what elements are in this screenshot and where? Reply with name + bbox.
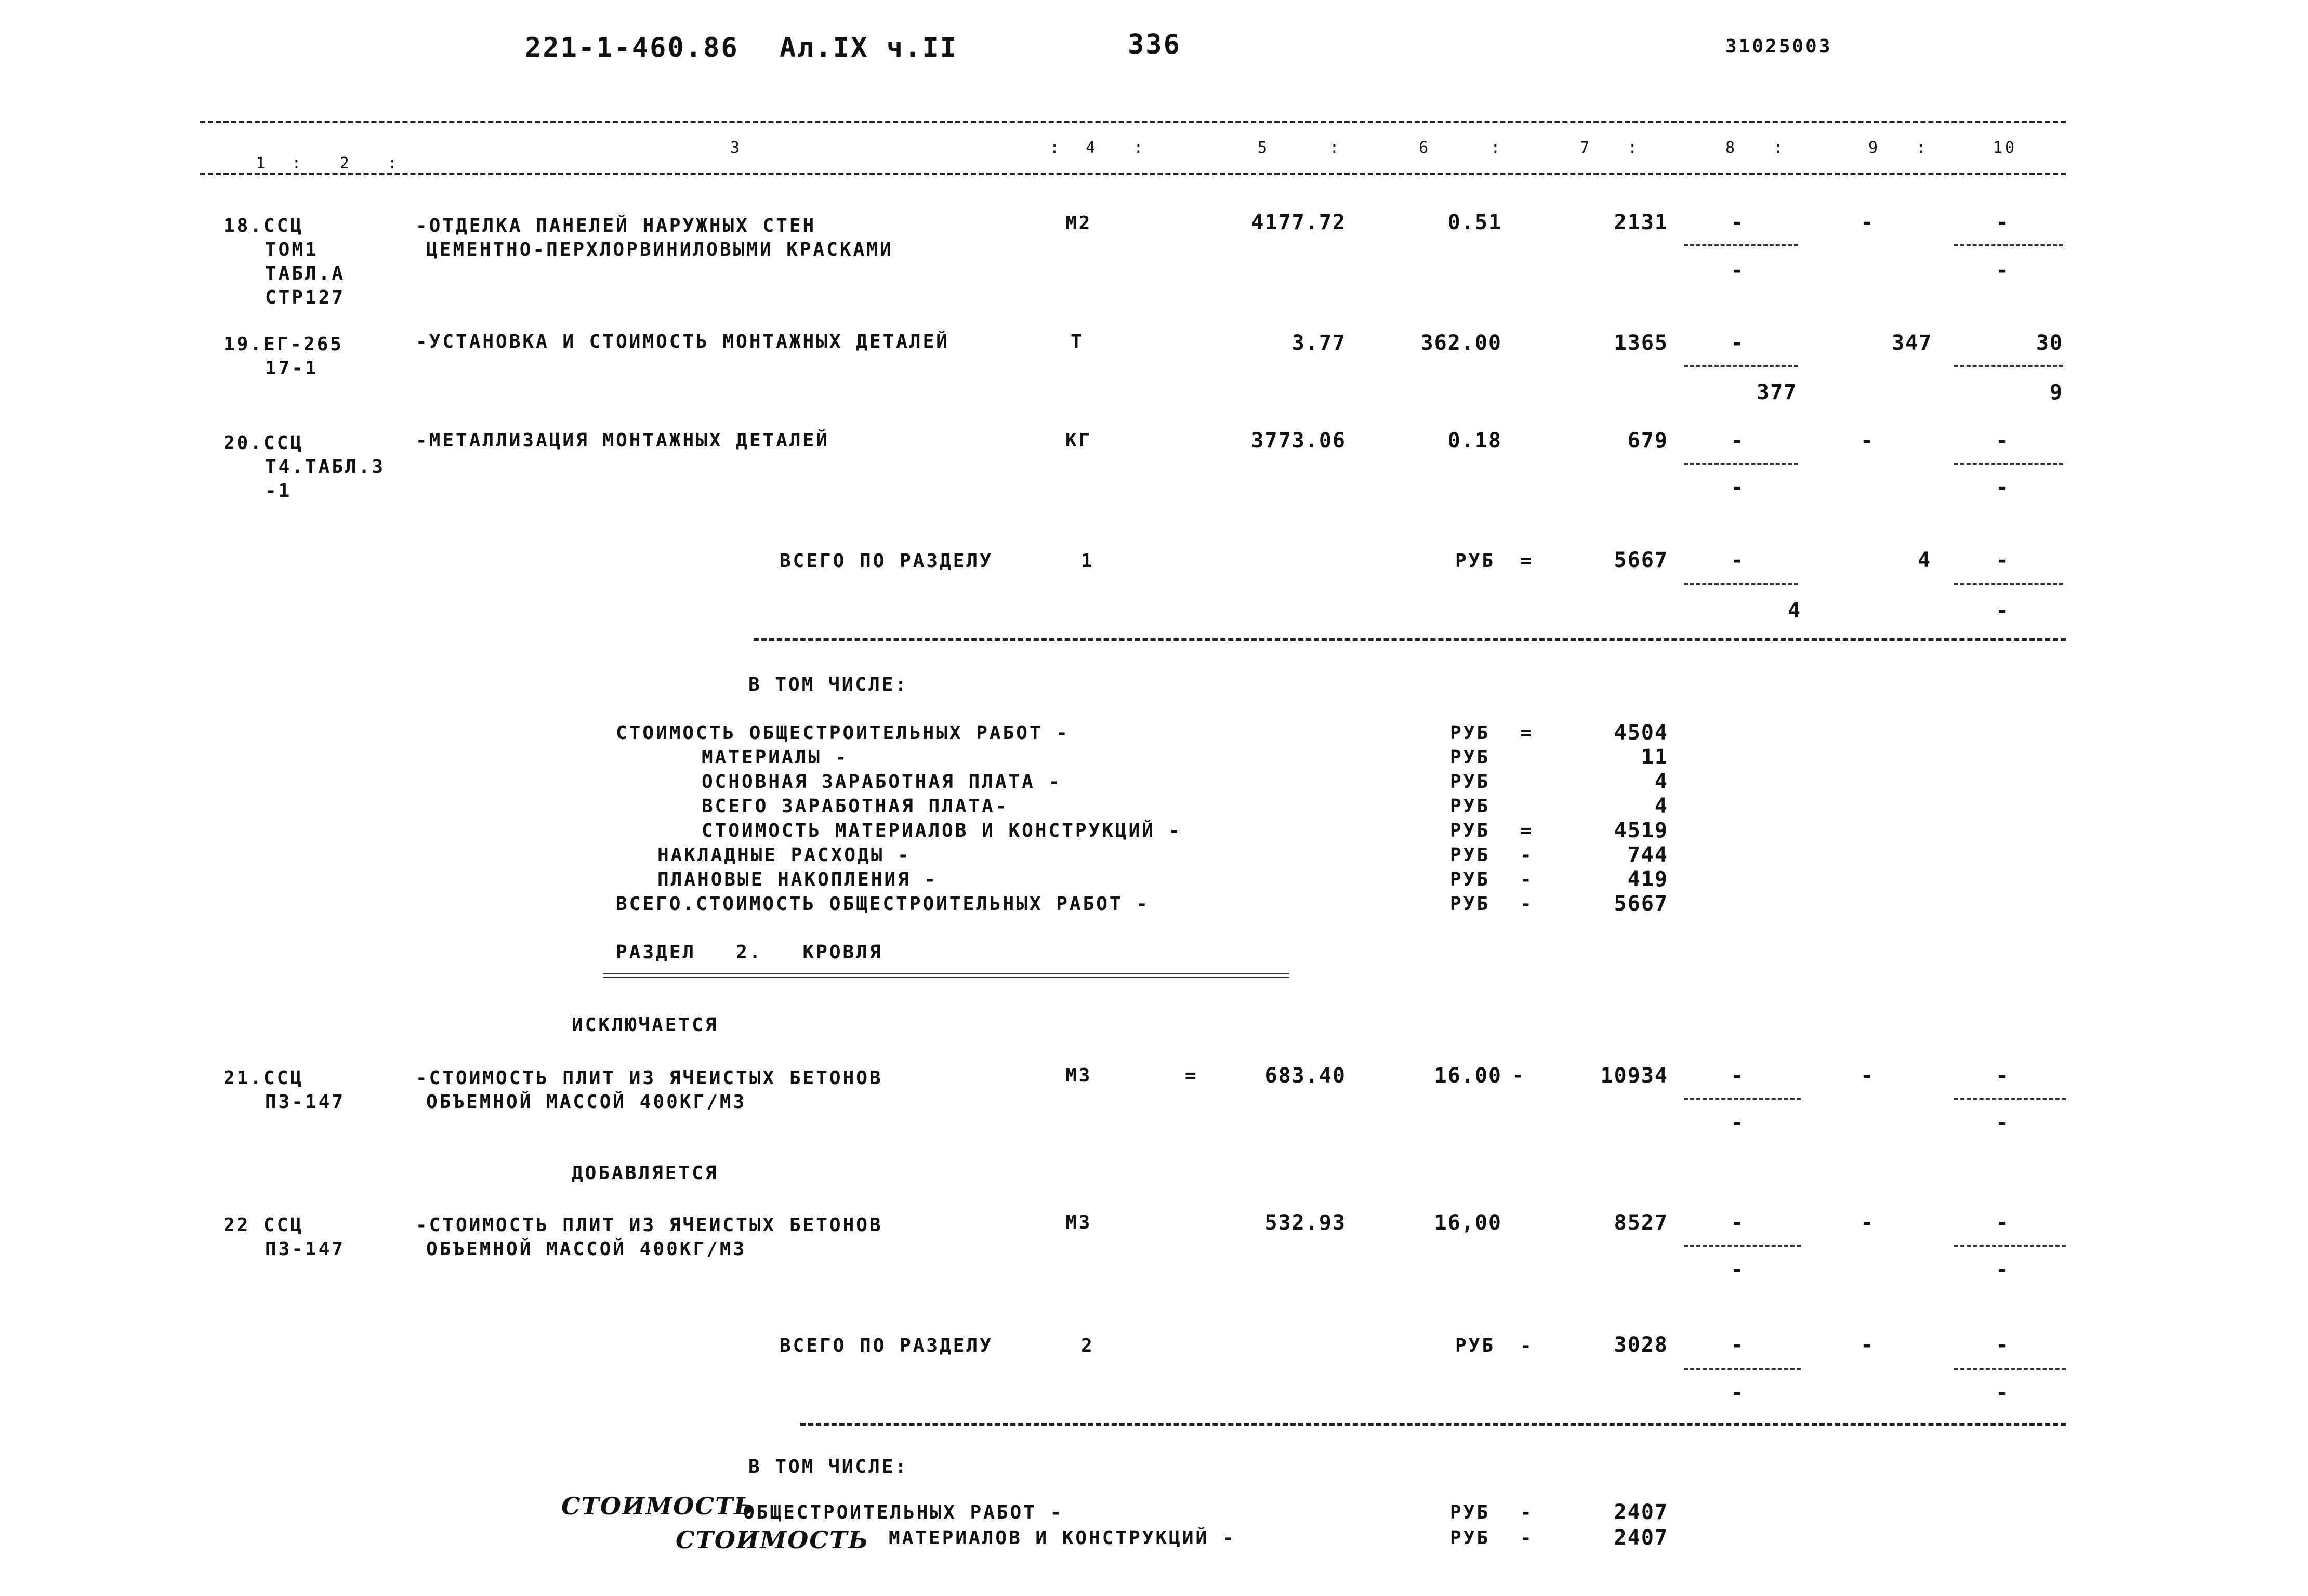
breakdown-sep: - xyxy=(1520,893,1534,915)
row-code: 21.ССЦ П3-147 xyxy=(223,1067,346,1113)
breakdown-sep: - xyxy=(1520,1527,1534,1549)
including-label: В ТОМ ЧИСЛЕ: xyxy=(748,1456,909,1478)
col-6: 6 xyxy=(1419,139,1431,157)
breakdown-value: 4519 xyxy=(1614,819,1668,842)
col-sep-row: 1 : 2 : xyxy=(256,154,400,173)
c8-bottom: - xyxy=(1731,476,1745,499)
section-heading-underline xyxy=(603,973,1289,978)
row-qty: 3773.06 xyxy=(1251,429,1346,453)
c9: 4 xyxy=(1918,548,1932,572)
c9: - xyxy=(1861,210,1875,234)
c8-bottom: 377 xyxy=(1757,380,1798,404)
row-price: 0.51 xyxy=(1447,210,1502,234)
breakdown-sep: = xyxy=(1520,722,1534,744)
c10-bottom: - xyxy=(1996,1111,2010,1135)
section-total-unit: РУБ xyxy=(1455,550,1496,572)
section-heading-label: РАЗДЕЛ xyxy=(616,942,696,963)
c8-top: - xyxy=(1731,1333,1745,1357)
row-unit: М3 xyxy=(1065,1212,1092,1233)
c9: - xyxy=(1861,1333,1875,1357)
c10-top: - xyxy=(1996,548,2010,572)
breakdown-label: СТОИМОСТЬ ОБЩЕСТРОИТЕЛЬНЫХ РАБОТ - xyxy=(616,722,1070,744)
col-2: 2 xyxy=(339,154,352,173)
breakdown-label: ВСЕГО ЗАРАБОТНАЯ ПЛАТА- xyxy=(702,796,1009,817)
c8-top: - xyxy=(1731,1064,1745,1088)
breakdown-sep: - xyxy=(1520,869,1534,890)
handwritten-word: СТОИМОСТЬ xyxy=(676,1526,869,1554)
c8-top: - xyxy=(1731,548,1745,572)
handwritten-word: СТОИМОСТЬ xyxy=(561,1492,755,1520)
c10-bottom: - xyxy=(1996,476,2010,499)
row-description: -УСТАНОВКА И СТОИМОСТЬ МОНТАЖНЫХ ДЕТАЛЕЙ xyxy=(416,331,949,352)
c10-rule xyxy=(1954,365,2063,367)
col-9: 9 xyxy=(1868,139,1881,157)
c8-rule xyxy=(1684,463,1798,465)
col-8: 8 xyxy=(1725,139,1738,157)
c10-top: - xyxy=(1996,1211,2010,1235)
breakdown-label: НАКЛАДНЫЕ РАСХОДЫ - xyxy=(657,845,911,866)
col-sep-4: : 4 : xyxy=(1050,139,1146,157)
breakdown-value: 744 xyxy=(1627,843,1668,867)
c8-bottom: - xyxy=(1731,1381,1745,1405)
breakdown-value: 11 xyxy=(1641,745,1668,769)
row-qty: 4177.72 xyxy=(1251,210,1346,234)
col-10: 10 xyxy=(1993,139,2017,157)
c10-top: - xyxy=(1996,1064,2010,1088)
row-price: 16,00 xyxy=(1434,1211,1502,1235)
breakdown-unit: РУБ xyxy=(1450,1502,1491,1523)
row-code: 22 ССЦ П3-147 xyxy=(223,1215,346,1260)
c8-bottom: 4 xyxy=(1788,599,1802,623)
row-code: 18.ССЦ ТОМ1 ТАБЛ.А СТР127 xyxy=(223,215,346,308)
breakdown-label: СТОИМОСТЬ МАТЕРИАЛОВ И КОНСТРУКЦИЙ - xyxy=(702,820,1182,841)
breakdown-unit: РУБ xyxy=(1450,771,1491,793)
section-rule xyxy=(754,638,2066,641)
breakdown-sep: = xyxy=(1520,820,1534,841)
c8-bottom: - xyxy=(1731,1111,1745,1135)
including-label: В ТОМ ЧИСЛЕ: xyxy=(748,674,909,695)
breakdown-value: 2407 xyxy=(1614,1526,1668,1550)
row-description: -МЕТАЛЛИЗАЦИЯ МОНТАЖНЫХ ДЕТАЛЕЙ xyxy=(416,430,829,451)
breakdown-unit: РУБ xyxy=(1450,845,1491,866)
c10-bottom: - xyxy=(1996,599,2010,623)
breakdown-label: ВСЕГО.СТОИМОСТЬ ОБЩЕСТРОИТЕЛЬНЫХ РАБОТ - xyxy=(616,893,1150,915)
header-album: Ал.IX ч.II xyxy=(780,32,958,63)
excluded-label: ИСКЛЮЧАЕТСЯ xyxy=(572,1014,719,1036)
row-price-sep: - xyxy=(1512,1065,1526,1086)
c8-top: - xyxy=(1731,210,1745,234)
breakdown-unit: РУБ xyxy=(1450,796,1491,817)
row-total: 1365 xyxy=(1614,331,1668,355)
row-qty: 532.93 xyxy=(1264,1211,1346,1235)
section-heading-number: 2. xyxy=(736,942,763,963)
breakdown-unit: РУБ xyxy=(1450,869,1491,890)
c8-rule xyxy=(1684,365,1798,367)
c8-rule xyxy=(1684,244,1798,246)
row-total: 10934 xyxy=(1600,1064,1668,1088)
c9: 347 xyxy=(1892,331,1933,355)
col-7: 7 xyxy=(1580,139,1592,157)
table-top-rule xyxy=(200,121,2066,123)
row-code: 20.ССЦ Т4.ТАБЛ.3 -1 xyxy=(223,432,386,502)
section-total-number: 1 xyxy=(1081,550,1094,572)
row-unit-sep: = xyxy=(1185,1065,1198,1086)
breakdown-unit: РУБ xyxy=(1450,747,1491,768)
breakdown-label: ОСНОВНАЯ ЗАРАБОТНАЯ ПЛАТА - xyxy=(702,771,1062,793)
col-1: 1 xyxy=(256,154,268,173)
c10-rule xyxy=(1954,1098,2066,1100)
breakdown-sep: - xyxy=(1520,845,1534,866)
breakdown-unit: РУБ xyxy=(1450,820,1491,841)
col-5: 5 xyxy=(1258,139,1270,157)
c8-top: - xyxy=(1731,1211,1745,1235)
page-number: 336 xyxy=(1128,29,1181,60)
breakdown-unit: РУБ xyxy=(1450,1527,1491,1549)
row-price: 0.18 xyxy=(1447,429,1502,453)
breakdown-value: 4504 xyxy=(1614,721,1668,745)
breakdown-value: 419 xyxy=(1627,867,1668,891)
row-code: 19.ЕГ-265 17-1 xyxy=(223,334,344,379)
c10-bottom: - xyxy=(1996,1258,2010,1282)
c10-top: 30 xyxy=(2036,331,2063,355)
added-label: ДОБАВЛЯЕТСЯ xyxy=(572,1163,719,1184)
breakdown-value: 4 xyxy=(1654,794,1668,818)
c10-bottom: - xyxy=(1996,258,2010,282)
breakdown-sep: - xyxy=(1520,1502,1534,1523)
breakdown-value: 2407 xyxy=(1614,1500,1668,1524)
c8-bottom: - xyxy=(1731,258,1745,282)
breakdown-label: ПЛАНОВЫЕ НАКОПЛЕНИЯ - xyxy=(657,869,938,890)
section-total-label: ВСЕГО ПО РАЗДЕЛУ xyxy=(780,1335,993,1356)
section-total-value: 5667 xyxy=(1614,548,1668,572)
col-sep-9: 9 : xyxy=(1868,139,1929,157)
header-bottom-rule xyxy=(200,173,2066,175)
row-qty: 683.40 xyxy=(1264,1064,1346,1088)
c9: - xyxy=(1861,1064,1875,1088)
section-total-number: 2 xyxy=(1081,1335,1094,1356)
row-description: -ОТДЕЛКА ПАНЕЛЕЙ НАРУЖНЫХ СТЕН ЦЕМЕНТНО-ПЕРХЛОРВИНИЛОВЫМИ КРАСКАМИ xyxy=(416,215,893,260)
section-rule xyxy=(800,1423,2066,1426)
col-sep-8: 8 : xyxy=(1725,139,1786,157)
c8-top: - xyxy=(1731,429,1745,453)
c8-bottom: - xyxy=(1731,1258,1745,1282)
col-4: 4 xyxy=(1086,139,1098,157)
row-total: 8527 xyxy=(1614,1211,1668,1235)
c10-rule xyxy=(1954,583,2063,585)
section-total-value: 3028 xyxy=(1614,1333,1668,1357)
section-total-label: ВСЕГО ПО РАЗДЕЛУ xyxy=(780,550,993,572)
c9: - xyxy=(1861,1211,1875,1235)
c10-top: - xyxy=(1996,429,2010,453)
section-total-sep: = xyxy=(1520,550,1534,572)
breakdown-value: 5667 xyxy=(1614,892,1668,916)
breakdown-label: ОБЩЕСТРОИТЕЛЬНЫХ РАБОТ - xyxy=(743,1502,1064,1523)
row-unit: Т xyxy=(1071,331,1084,352)
c10-rule xyxy=(1954,1245,2066,1247)
c8-rule xyxy=(1684,583,1798,585)
col-3: 3 xyxy=(730,139,743,157)
breakdown-label: МАТЕРИАЛОВ И КОНСТРУКЦИЙ - xyxy=(889,1527,1236,1549)
c8-rule xyxy=(1684,1245,1801,1247)
section-total-unit: РУБ xyxy=(1455,1335,1496,1356)
header-code: 221-1-460.86 xyxy=(525,32,739,63)
breakdown-label: МАТЕРИАЛЫ - xyxy=(702,747,849,768)
section-total-sep: - xyxy=(1520,1335,1534,1356)
doc-number: 31025003 xyxy=(1725,36,1832,57)
c10-bottom: 9 xyxy=(2049,380,2063,404)
breakdown-unit: РУБ xyxy=(1450,722,1491,744)
row-price: 362.00 xyxy=(1420,331,1502,355)
row-qty: 3.77 xyxy=(1291,331,1346,355)
row-total: 2131 xyxy=(1614,210,1668,234)
row-price: 16.00 xyxy=(1434,1064,1502,1088)
c10-rule xyxy=(1954,463,2063,465)
c9: - xyxy=(1861,429,1875,453)
c10-bottom: - xyxy=(1996,1381,2010,1405)
c8-top: - xyxy=(1731,331,1745,355)
c10-rule xyxy=(1954,244,2063,246)
row-unit: М2 xyxy=(1065,213,1092,234)
col-sep-6: 6 : xyxy=(1419,139,1503,157)
c10-top: - xyxy=(1996,1333,2010,1357)
c10-rule xyxy=(1954,1368,2066,1370)
breakdown-value: 4 xyxy=(1654,770,1668,794)
row-total: 679 xyxy=(1627,429,1668,453)
col-sep-7: 7 : xyxy=(1580,139,1640,157)
row-description: -СТОИМОСТЬ ПЛИТ ИЗ ЯЧЕИСТЫХ БЕТОНОВ ОБЪЕМНОЙ МАССОЙ 400КГ/М3 xyxy=(416,1215,883,1260)
row-unit: М3 xyxy=(1065,1065,1092,1086)
col-sep-5: 5 : xyxy=(1258,139,1342,157)
breakdown-unit: РУБ xyxy=(1450,893,1491,915)
row-unit: КГ xyxy=(1065,430,1092,451)
section-heading-name: КРОВЛЯ xyxy=(802,942,883,963)
c8-rule xyxy=(1684,1098,1801,1100)
c8-rule xyxy=(1684,1368,1801,1370)
section-heading xyxy=(616,943,883,962)
c10-top: - xyxy=(1996,210,2010,234)
row-description: -СТОИМОСТЬ ПЛИТ ИЗ ЯЧЕИСТЫХ БЕТОНОВ ОБЪЕМНОЙ МАССОЙ 400КГ/М3 xyxy=(416,1067,883,1113)
